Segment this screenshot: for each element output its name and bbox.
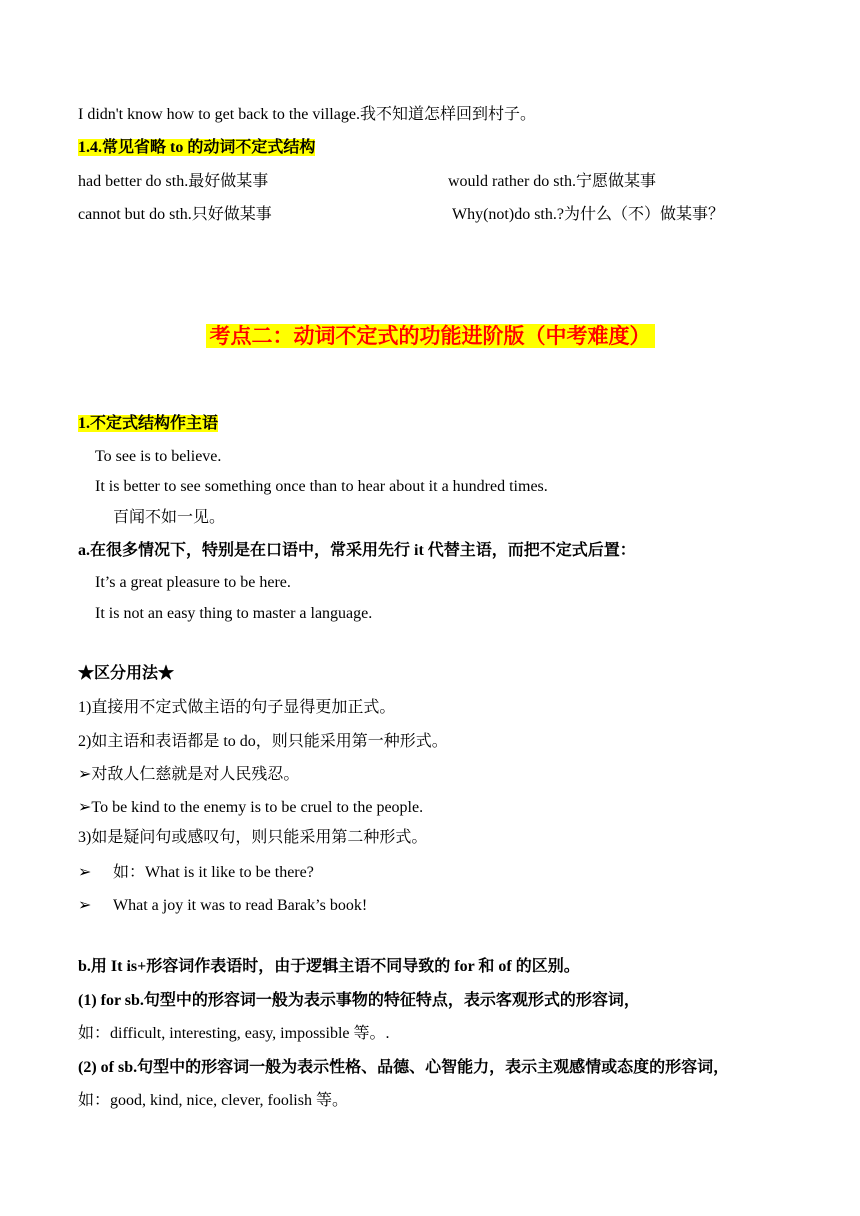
main-title-text: 考点二：动词不定式的功能进阶版（中考难度） <box>206 324 655 348</box>
note-b-point-2-example: 如：good, kind, nice, clever, foolish 等。 <box>78 1092 348 1109</box>
section-1-4-heading-text: 1.4.常见省略 to 的动词不定式结构 <box>78 139 316 156</box>
note-b-point-1: (1) for sb.句型中的形容词一般为表示事物的特征特点，表示客观形式的形容词， <box>78 992 640 1009</box>
note-a-heading: a.在很多情况下，特别是在口语中，常采用先行 it 代替主语，而把不定式后置： <box>78 542 636 559</box>
distinguish-heading: ★区分用法★ <box>78 665 175 682</box>
intro-example: I didn't know how to get back to the village.我不知道怎样回到村子。 <box>78 106 536 123</box>
rule-2: 2)如主语和表语都是 to do，则只能采用第一种形式。 <box>78 733 448 750</box>
rule-1: 1)直接用不定式做主语的句子显得更加正式。 <box>78 699 396 716</box>
structure-cannot-but: cannot but do sth.只好做某事 <box>78 206 272 223</box>
rule-3: 3)如是疑问句或感叹句，则只能采用第二种形式。 <box>78 829 428 846</box>
section-1-heading-text: 1.不定式结构作主语 <box>78 415 219 432</box>
rule-3-example-2-text: What a joy it was to read Barak’s book! <box>113 897 368 914</box>
structure-would-rather: would rather do sth.宁愿做某事 <box>448 173 656 190</box>
rule-3-example-1-text: 如：What is it like to be there? <box>113 864 314 881</box>
rule-2-example-cn <box>78 765 299 785</box>
arrow-bullet-icon: ➢ <box>78 799 92 816</box>
arrow-bullet-icon: ➢ <box>78 766 92 783</box>
arrow-bullet-icon: ➢ <box>78 864 92 881</box>
example-translation: 百闻不如一见。 <box>113 509 226 526</box>
section-1-heading <box>78 414 218 434</box>
section-1-4-heading <box>78 138 315 158</box>
rule-2-example-en <box>78 798 423 818</box>
structure-had-better: had better do sth.最好做某事 <box>78 173 269 190</box>
example-better-to-see: It is better to see something once than to hear about it a hundred times. <box>95 478 548 495</box>
rule-2-example-cn-text: 对敌人仁慈就是对人民残忍。 <box>91 766 300 783</box>
arrow-bullet-icon: ➢ <box>78 897 92 914</box>
example-master-language: It is not an easy thing to master a language. <box>95 605 373 622</box>
rule-3-example-1 <box>78 863 314 883</box>
note-b-heading: b.用 It is+形容词作表语时，由于逻辑主语不同导致的 for 和 of 的区别。 <box>78 958 580 975</box>
note-b-point-1-example: 如：difficult, interesting, easy, impossible 等。. <box>78 1025 390 1042</box>
note-b-point-2: (2) of sb.句型中的形容词一般为表示性格、品德、心智能力，表示主观感情或态度的形容词， <box>78 1059 730 1076</box>
rule-3-example-2 <box>78 896 367 916</box>
main-title <box>0 322 860 353</box>
structure-why-not: Why(not)do sth.?为什么（不）做某事？ <box>452 206 724 223</box>
example-to-see: To see is to believe. <box>95 448 222 465</box>
example-great-pleasure: It’s a great pleasure to be here. <box>95 574 291 591</box>
rule-2-example-en-text: To be kind to the enemy is to be cruel to the people. <box>91 799 424 816</box>
